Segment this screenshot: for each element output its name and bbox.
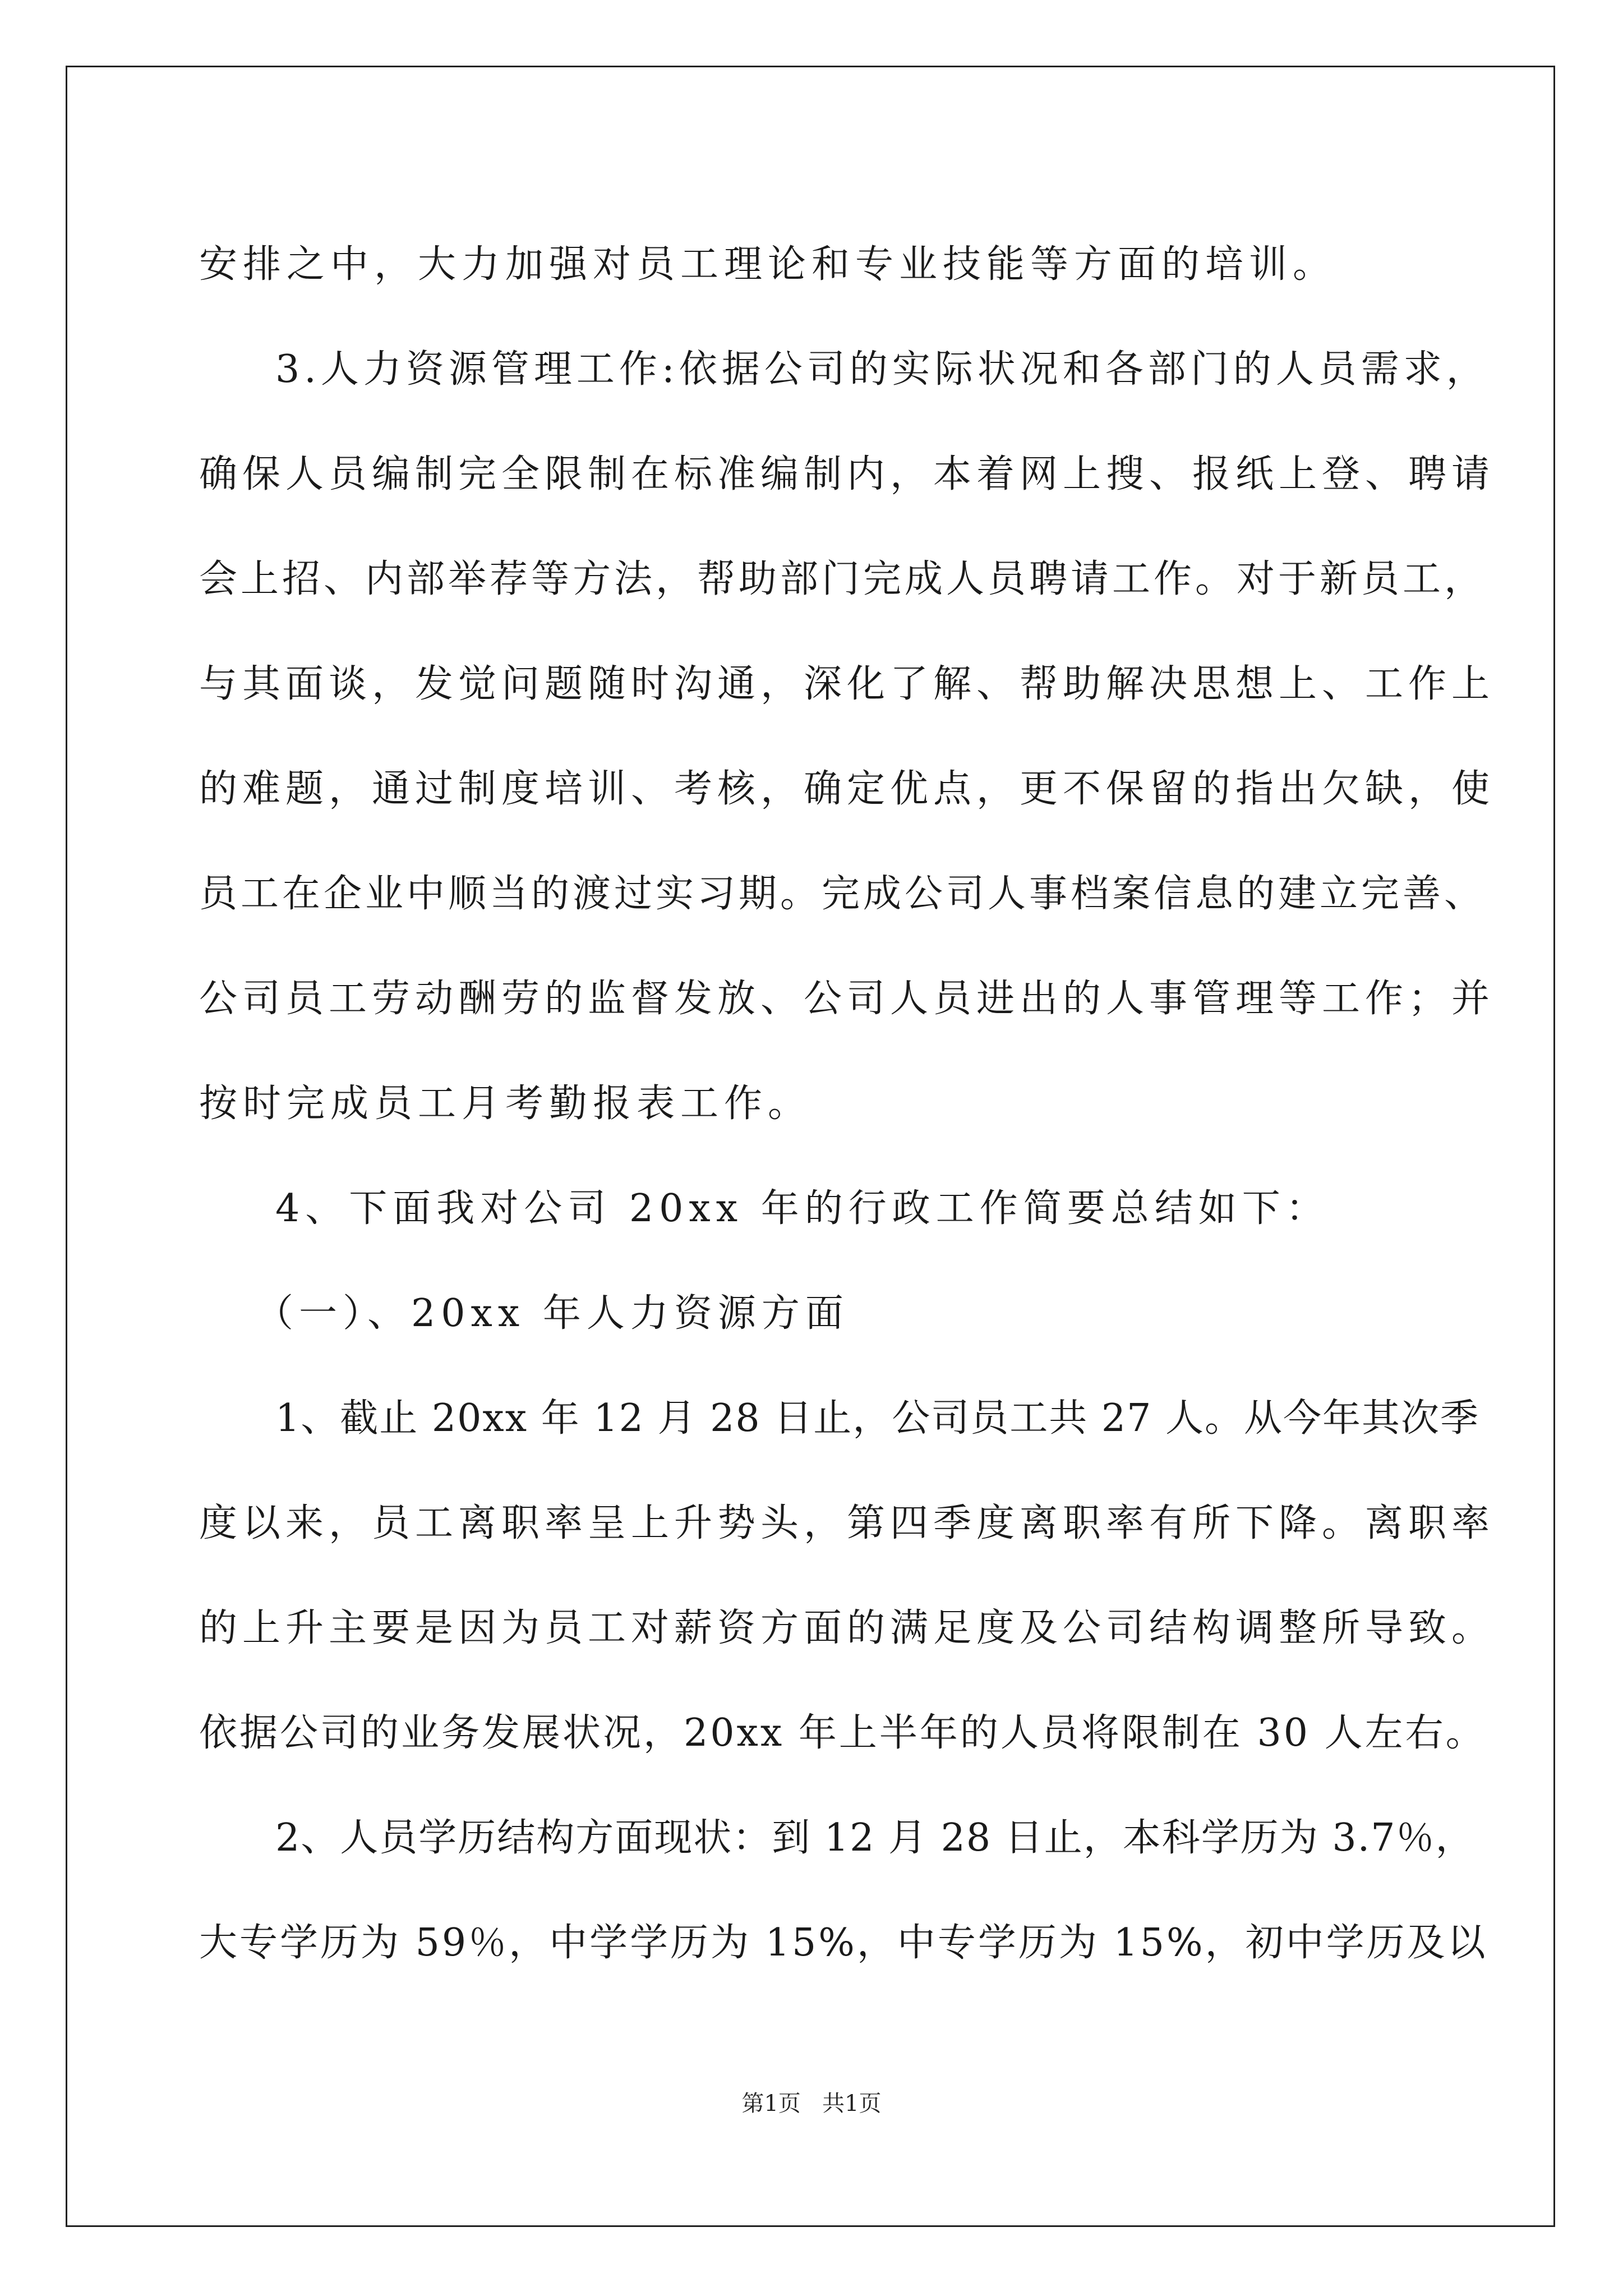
text-line: 按时完成员工月考勤报表工作。	[199, 1082, 812, 1126]
document-body	[199, 212, 1495, 1995]
text-line: 安排之中，大力加强对员工理论和专业技能等方面的培训。	[199, 242, 1337, 287]
text-line: 会上招、内部举荐等方法，帮助部门完成人员聘请工作。对于新员工，	[199, 557, 1486, 601]
text-line: 员工在企业中顺当的渡过实习期。完成公司人事档案信息的建立完善、	[199, 872, 1486, 916]
paragraph-start: 4、下面我对公司 20xx 年的行政工作简要总结如下：	[275, 1186, 1330, 1231]
text-line: 度以来，员工离职率呈上升势头，第四季度离职率有所下降。离职率	[199, 1501, 1495, 1545]
text-line: 的上升主要是因为员工对薪资方面的满足度及公司结构调整所导致。	[199, 1606, 1495, 1650]
text-line: 大专学历为 59％，中学学历为 15%，中专学历为 15%，初中学历及以	[199, 1921, 1488, 1965]
page-number-footer: 第1页 共1页	[741, 2091, 882, 2116]
text-line: 依据公司的业务发展状况，20xx 年上半年的人员将限制在 30 人左右。	[199, 1711, 1486, 1755]
text-line: 的难题，通过制度培训、考核，确定优点，更不保留的指出欠缺，使	[199, 767, 1495, 811]
paragraph-start: 2、人员学历结构方面现状：到 12 月 28 日止，本科学历为 3.7％，	[275, 1816, 1475, 1860]
text-line: 公司员工劳动酬劳的监督发放、公司人员进出的人事管理等工作；并	[199, 977, 1495, 1021]
paragraph-start: 1、截止 20xx 年 12 月 28 日止，公司员工共 27 人。从今年其次季	[275, 1396, 1479, 1441]
paragraph-start: 3.人力资源管理工作:依据公司的实际状况和各部门的人员需求，	[275, 347, 1489, 392]
text-line: 与其面谈，发觉问题随时沟通，深化了解、帮助解决思想上、工作上	[199, 662, 1495, 706]
text-line: 确保人员编制完全限制在标准编制内，本着网上搜、报纸上登、聘请	[199, 452, 1495, 496]
section-heading: （一）、20xx 年人力资源方面	[255, 1291, 849, 1336]
